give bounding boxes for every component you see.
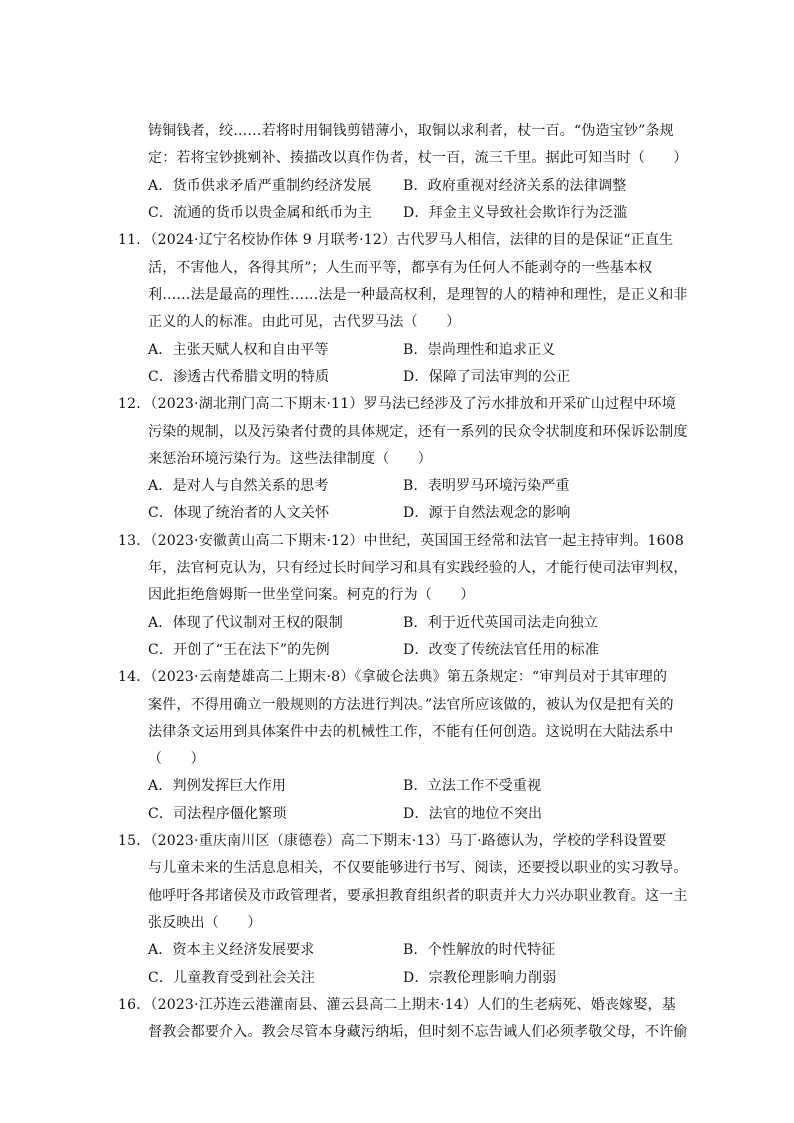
intro-option-d: D．拜金主义导致社会欺诈行为泛滥 <box>403 205 628 221</box>
q15-line-4: 张反映出（ ） <box>148 915 262 931</box>
q12-option-c: C．体现了统治者的人文关怀 <box>148 505 330 521</box>
q13-line-1: 13．（2023·安徽黄山高二下期末·12）中世纪，英国国王经常和法官一起主持审判。1608 <box>118 533 684 549</box>
q14-line-2: 案件，不得用确立一般规则的方法进行判决。”法官所应该做的，被认为仅是把有关的 <box>148 697 674 713</box>
q11-line-2: 活，不害他人，各得其所”；人生而平等，都享有为任何人不能剥夺的一些基本权 <box>148 260 653 276</box>
q11-line-4: 正义的人的标准。由此可见，古代罗马法（ ） <box>148 314 461 330</box>
q13-option-b: B．利于近代英国司法走向独立 <box>403 615 599 631</box>
q15-option-d: D．宗教伦理影响力削弱 <box>403 970 557 986</box>
q12-line-2: 污染的规制，以及污染者付费的具体规定，还有一系列的民众令状制度和环保诉讼制度 <box>148 424 688 440</box>
intro-line-2: 定：若将宝钞挑剜补、揍描改以真作伪者，杖一百，流三千里。据此可知当时（ ） <box>148 150 688 166</box>
q13-line-3: 因此拒绝詹姆斯一世坐堂问案。柯克的行为（ ） <box>148 587 475 603</box>
q11-option-d: D．保障了司法审判的公正 <box>403 369 571 385</box>
q15-option-b: B．个性解放的时代特征 <box>403 942 556 958</box>
q16-line-2: 督教会都要介入。教会尽管本身藏污纳垢，但时刻不忘告诫人们必须孝敬父母，不许偷 <box>148 1024 688 1040</box>
q12-option-d: D．源于自然法观念的影响 <box>403 505 571 521</box>
q11-line-1: 11．（2024·辽宁名校协作体 9 月联考·12）古代罗马人相信，法律的目的是保证“正直生 <box>118 232 674 248</box>
q12-line-3: 来惩治环境污染行为。这些法律制度（ ） <box>148 451 432 467</box>
q12-line-1: 12．（2023·湖北荆门高二下期末·11）罗马法已经涉及了污水排放和开采矿山过程中环境 <box>118 396 676 412</box>
q12-option-b: B．表明罗马环境污染严重 <box>403 478 570 494</box>
q14-option-a: A．判例发挥巨大作用 <box>148 778 287 794</box>
q15-line-2: 与儿童未来的生活息息相关，不仅要能够进行书写、阅读，还要授以职业的实习教导。 <box>148 860 688 876</box>
q14-option-d: D．法官的地位不突出 <box>403 806 543 822</box>
q15-option-c: C．儿童教育受到社会关注 <box>148 970 316 986</box>
q11-option-b: B．崇尚理性和追求正义 <box>403 342 556 358</box>
q13-option-c: C．开创了“王在法下”的先例 <box>148 642 330 658</box>
intro-option-c: C．流通的货币以贵金属和纸币为主 <box>148 205 372 221</box>
intro-option-b: B．政府重视对经济关系的法律调整 <box>403 178 627 194</box>
q14-line-4: （ ） <box>148 751 205 767</box>
q15-option-a: A．资本主义经济发展要求 <box>148 942 315 958</box>
q16-line-1: 16．（2023·江苏连云港灌南县、灌云县高二上期末·14）人们的生老病死、婚丧嫁娶，基 <box>118 997 676 1013</box>
q13-line-2: 年，法官柯克认为，只有经过长时间学习和具有实践经验的人，才能行使司法审判权， <box>148 560 688 576</box>
q12-option-a: A．是对人与自然关系的思考 <box>148 478 329 494</box>
q15-line-1: 15．（2023·重庆南川区（康德卷）高二下期末·13）马丁·路德认为，学校的学科设置要 <box>118 833 667 849</box>
q11-line-3: 利……法是最高的理性……法是一种最高权利，是理智的人的精神和理性，是正义和非 <box>148 287 688 303</box>
intro-line-1: 铸铜钱者，绞……若将时用铜钱剪错薄小，取铜以求利者，杖一百。“伪造宝钞”条规 <box>148 123 674 139</box>
q14-option-c: C．司法程序僵化繁琐 <box>148 806 287 822</box>
q11-option-a: A．主张天赋人权和自由平等 <box>148 342 329 358</box>
q14-line-3: 法律条文运用到具体案件中去的机械性工作，不能有任何创造。这说明在大陆法系中 <box>148 724 674 740</box>
intro-option-a: A．货币供求矛盾严重制约经济发展 <box>148 178 372 194</box>
q14-line-1: 14．（2023·云南楚雄高二上期末·8）《拿破仑法典》第五条规定：“审判员对于其审理的 <box>118 669 668 685</box>
q13-option-a: A．体现了代议制对王权的限制 <box>148 615 343 631</box>
q11-option-c: C．渗透古代希腊文明的特质 <box>148 369 330 385</box>
q14-option-b: B．立法工作不受重视 <box>403 778 542 794</box>
q13-option-d: D．改变了传统法官任用的标准 <box>403 642 600 658</box>
q15-line-3: 他呼吁各邦诸侯及市政管理者，要承担教育组织者的职责并大力兴办职业教育。这一主 <box>148 888 688 904</box>
